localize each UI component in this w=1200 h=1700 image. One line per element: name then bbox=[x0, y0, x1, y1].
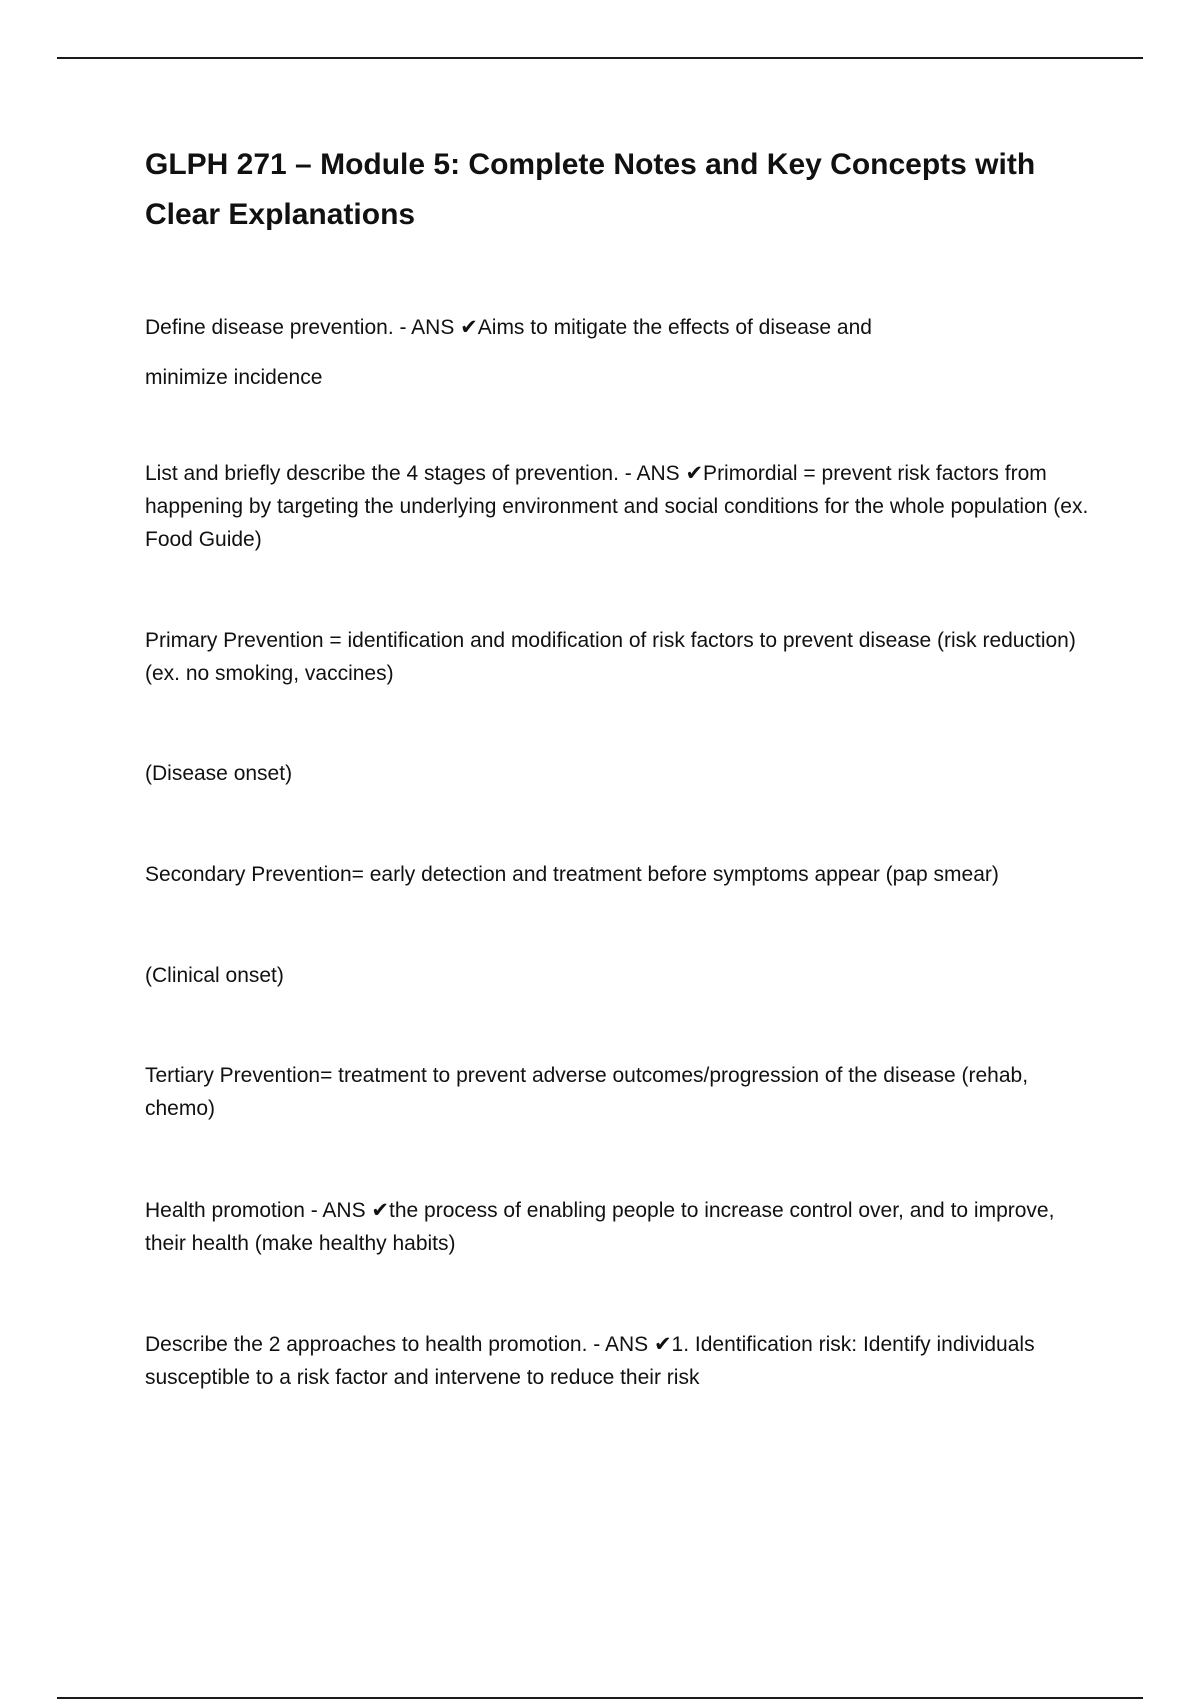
paragraph-secondary-prevention: Secondary Prevention= early detection and treatment before symptoms appear (pap smear) bbox=[145, 863, 999, 886]
paragraph-clinical-onset: (Clinical onset) bbox=[145, 964, 284, 987]
paragraph-prevention-stages: List and briefly describe the 4 stages of prevention. - ANS ✔Primordial = prevent risk factors from happening by targeting the underlying environment and social conditions for the whole population (ex. Food Guide) bbox=[145, 462, 1089, 551]
paragraph-define-prevention bbox=[145, 303, 1090, 403]
define-prevention-line-1: Define disease prevention. - ANS ✔Aims to mitigate the effects of disease and bbox=[145, 316, 872, 339]
paragraph-health-promotion: Health promotion - ANS ✔the process of enabling people to increase control over, and to improve, their health (make healthy habits) bbox=[145, 1199, 1055, 1255]
paragraph-disease-onset: (Disease onset) bbox=[145, 762, 293, 785]
document-body bbox=[145, 140, 1090, 1394]
bottom-divider bbox=[57, 1697, 1143, 1699]
top-divider bbox=[57, 57, 1143, 59]
define-prevention-line-2: minimize incidence bbox=[145, 366, 323, 389]
paragraph-health-promotion-approaches: Describe the 2 approaches to health promotion. - ANS ✔1. Identification risk: Identify individuals susceptible to a risk factor and intervene to reduce their risk bbox=[145, 1333, 1035, 1389]
paragraph-tertiary-prevention: Tertiary Prevention= treatment to prevent adverse outcomes/progression of the disease (rehab, chemo) bbox=[145, 1064, 1029, 1120]
paragraph-primary-prevention: Primary Prevention = identification and modification of risk factors to prevent disease (risk reduction) (ex. no smoking, vaccines) bbox=[145, 629, 1076, 685]
page-title: GLPH 271 – Module 5: Complete Notes and Key Concepts with Clear Explanations bbox=[145, 148, 1036, 231]
